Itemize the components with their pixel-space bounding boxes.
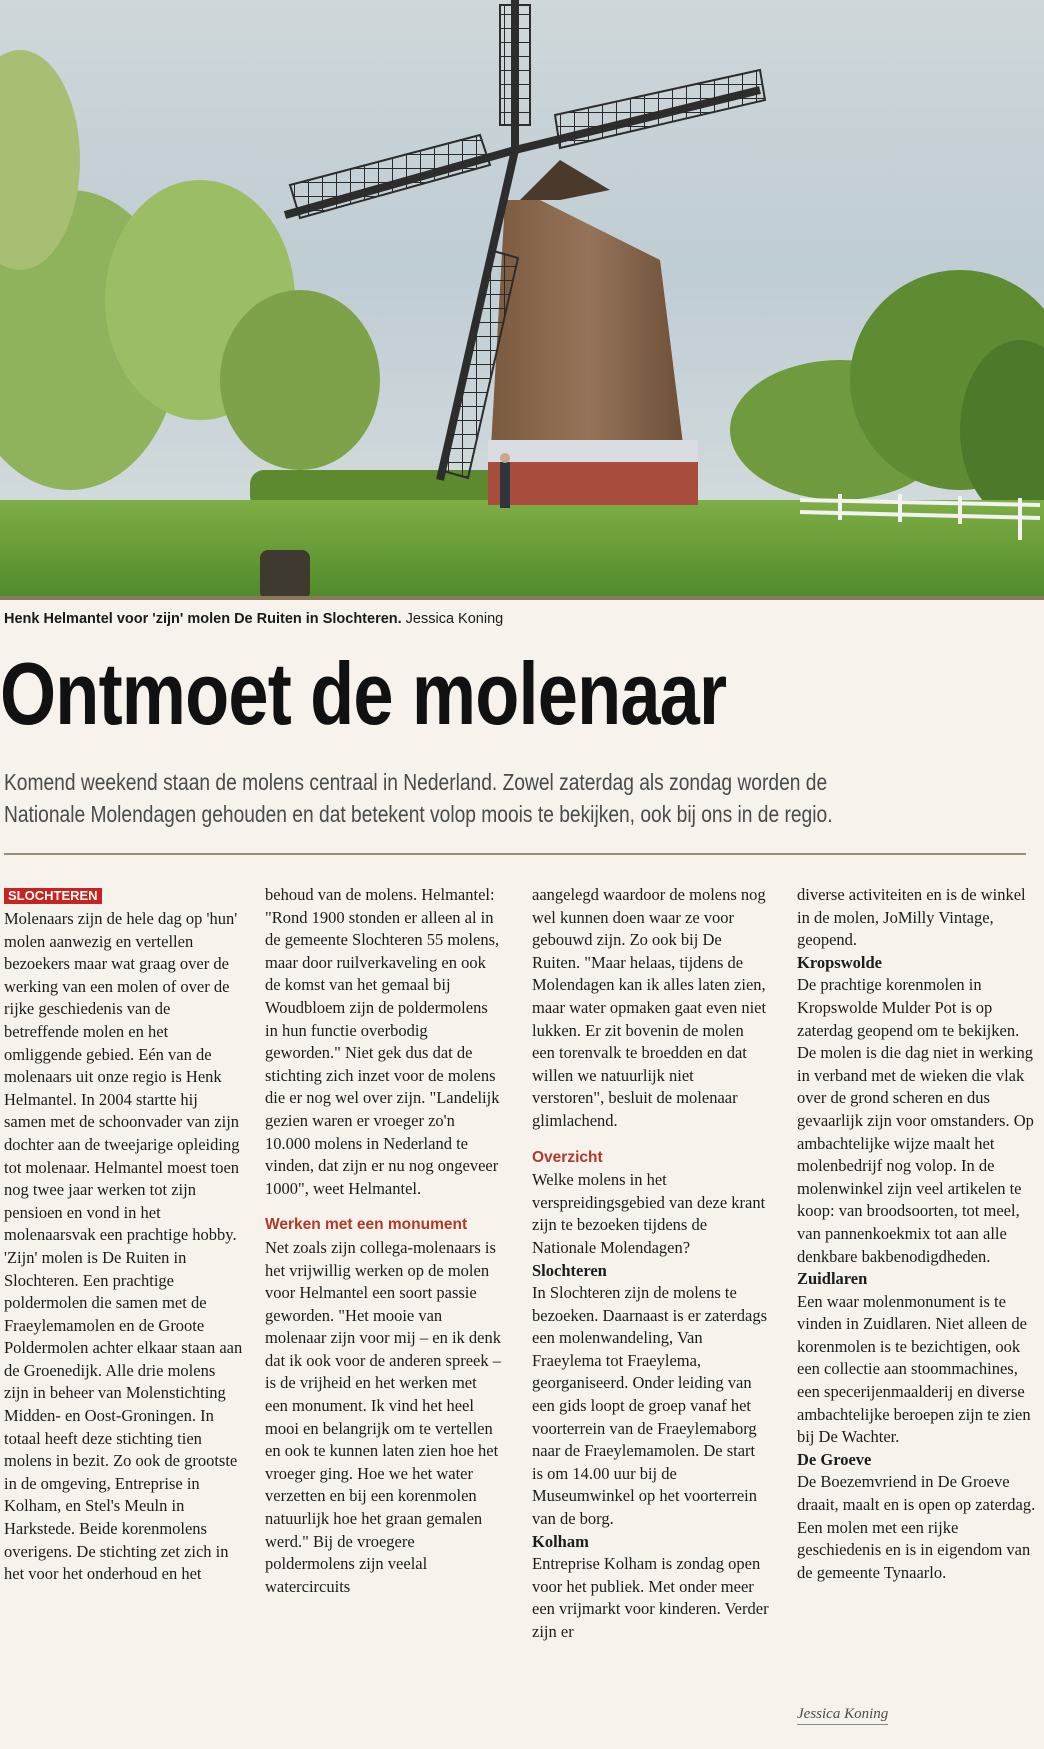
- column-3-text-b: Welke molens in het verspreidingsgebied van deze krant zijn te bezoeken tijdens de Nationale Molendagen?: [532, 1170, 766, 1257]
- column-4-text-b: De prachtige korenmolen in Kropswolde Mulder Pot is op zaterdag geopend om te bekijken. De molen is die dag niet in werking in verband met de wieken die vlak over de grond scheren en dus gevaarlijk zijn voor omstanders. Op ambachtelijke wijze maalt het molenbedrijf nog volop. In de molenwinkel zijn veel artikelen te koop: van broodsoorten, tot meel, van pannenkoekmix tot aan alle denkbare bakbenodigdheden.: [797, 975, 1034, 1266]
- place-heading-kropswolde: Kropswolde: [797, 952, 882, 972]
- subhead-werken-met-een-monument: Werken met een monument: [265, 1216, 468, 1234]
- column-1-text: Molenaars zijn de hele dag op 'hun' molen aanwezig en vertellen bezoekers maar wat graag over de werking van een molen of over de rijke geschiedenis van de betreffende molen en het omliggende gebied. Eén van de molenaars uit onze regio is Henk Helmantel. In 2004 startte hij samen met de schoonvader van zijn dochter aan de tweejarige opleiding tot molenaar. Helmantel moest toen nog twee jaar werken tot zijn pensioen en vond in het molenaarsvak een prachtige hobby. 'Zijn' molen is De Ruiten in Slochteren. Een prachtige poldermolen die samen met de Fraeylemamolen en de Groote Poldermolen achter elkaar staan aan de Groenedijk. Alle drie molens zijn in beheer van Molenstichting Midden- en Oost-Groningen. In totaal heeft deze stichting tien molens in bezit. Zo ook de grootste in de omgeving, Entreprise in Kolham, en Stel's Meuln in Harkstede. Beide korenmolens overigens. De stichting zet zich in het voor het onderhoud en het: [4, 909, 243, 1584]
- column-4-text-a: diverse activiteiten en is de winkel in de molen, JoMilly Vintage, geopend.: [797, 885, 1026, 950]
- windmill-photo: [0, 0, 1044, 600]
- subhead-overzicht: Overzicht: [532, 1148, 603, 1166]
- intro-line-2: Nationale Molendagen gehouden en dat betekent volop moois te bekijken, ook bij ons in de regio.: [4, 801, 833, 827]
- photo-caption: [4, 611, 503, 627]
- article-column-3: [532, 884, 770, 1734]
- place-heading-zuidlaren: Zuidlaren: [797, 1269, 868, 1289]
- column-3-text-d: Entreprise Kolham is zondag open voor het publiek. Met onder meer een vrijmarkt voor kinderen. Verder zijn er: [532, 1554, 769, 1641]
- column-2-text-b: Net zoals zijn collega-molenaars is het vrijwillig werken op de molen voor Helmantel een soort passie geworden. "Het mooie van molenaar zijn voor mij – en ik denk dat ik ook voor de anderen spreek – is de vrijheid en het werken met een monument. Ik vind het heel mooi en belangrijk om te vertellen en ook te kunnen laten zien hoe het vroeger ging. Hoe we het water verzetten en bij een korenmolen natuurlijk hoe het graan gemalen werd." Bij de vroegere poldermolens zijn veelal watercircuits: [265, 1237, 501, 1596]
- column-3-text-a: aangelegd waardoor de molens nog wel kunnen doen waar ze voor gebouwd zijn. Zo ook bij De Ruiten. "Maar helaas, tijdens de Molendagen kan ik alles laten zien, maar water opmaken gaat even niet lukken. Er zit bovenin de molen een torenvalk te broedden en dat willen we natuurlijk niet verstoren", besluit de molenaar glimlachend.: [532, 885, 767, 1130]
- column-4-text-d: De Boezemvriend in De Groeve draait, maalt en is open op zaterdag. Een molen met een rijke geschiedenis en is in eigendom van de gemeente Tynaarlo.: [797, 1472, 1036, 1582]
- column-2-text-a: behoud van de molens. Helmantel: "Rond 1900 stonden er alleen al in de gemeente Slochteren 55 molens, maar door ruilverkaveling en ook de komst van het gemaal bij Woudbloem zijn de poldermolens in hun functie overbodig geworden." Niet gek dus dat de stichting zich inzet voor de molens die er nog wel over zijn. "Landelijk gezien waren er vroeger zo'n 10.000 molens in Nederland te vinden, dat zijn er nu nog ongeveer 1000", weet Helmantel.: [265, 885, 500, 1198]
- place-heading-de-groeve: De Groeve: [797, 1449, 872, 1469]
- article-column-4: [797, 884, 1037, 1734]
- column-3-text-c: In Slochteren zijn de molens te bezoeken. Daarnaast is er zaterdags een molenwandeling, Van Fraeylema tot Fraeylema, georganiseerd. Onder leiding van een gids loopt de groep vanaf het voorterrein van de Fraeylemaborg naar de Fraeylemamolen. De start is om 14.00 uur bij de Museumwinkel op het voorterrein van de borg.: [532, 1283, 767, 1529]
- place-heading-kolham: Kolham: [532, 1531, 589, 1551]
- caption-text: Henk Helmantel voor 'zijn' molen De Ruiten in Slochteren.: [4, 611, 402, 627]
- article-column-2: [265, 884, 502, 1734]
- column-4-text-c: Een waar molenmonument is te vinden in Zuidlaren. Niet alleen de korenmolen is te bezichtigen, ook een collectie aan stoommachines, een specerijenmaalderij en diverse ambachtelijke beroepen zijn te zien bij De Wachter.: [797, 1291, 1031, 1447]
- article-column-1: [4, 884, 244, 1734]
- place-heading-slochteren: Slochteren: [532, 1260, 607, 1280]
- location-kicker: SLOCHTEREN: [4, 888, 102, 904]
- headline: Ontmoet de molenaar: [0, 644, 727, 743]
- intro-line-1: Komend weekend staan de molens centraal in Nederland. Zowel zaterdag als zondag worden de: [4, 769, 828, 795]
- section-divider: [4, 853, 1026, 855]
- intro-paragraph: [4, 766, 1006, 830]
- caption-credit: Jessica Koning: [405, 611, 504, 627]
- author-signature: Jessica Koning: [797, 1706, 888, 1725]
